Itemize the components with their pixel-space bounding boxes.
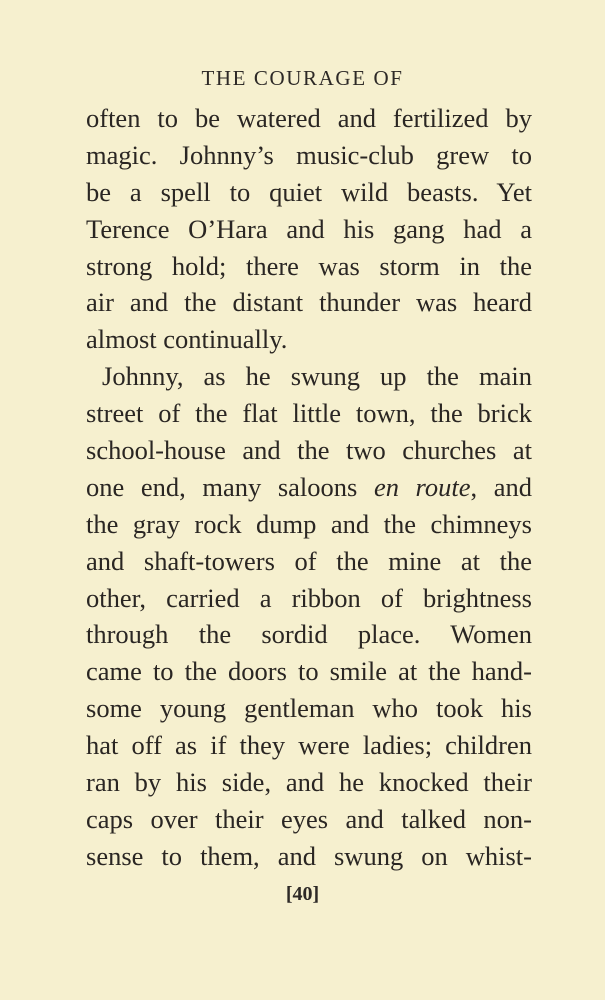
text-line: and shaft-towers of the mine at the [86,545,532,576]
paragraph-1 [86,100,532,358]
text-line: often to be watered and fertilized by [86,103,532,133]
text-line: Terence O’Hara and his gang had a [86,213,532,244]
text-line: the gray rock dump and the chimneys [86,508,532,539]
paragraph-2 [86,358,532,874]
text-line: hat off as if they were ladies; children [86,730,532,761]
text-line: almost continually. [86,324,288,355]
italic-phrase: en route [373,471,471,502]
text-line: other, carried a ribbon of brightness [86,582,532,613]
text-line: through the sordid place. Women [86,619,532,650]
running-head: THE COURAGE OF [201,66,404,90]
page-number: [40] [285,883,320,905]
text-line [86,469,532,506]
text-line: sense to them, and swung on whist- [86,840,532,871]
text-segment: , and [470,471,533,502]
text-line: be a spell to quiet wild beasts. Yet [86,176,532,207]
text-segment: one end, many saloons [86,471,374,502]
text-line: some young gentleman who took his [86,693,532,724]
text-line: strong hold; there was storm in the [86,250,532,281]
body-text [86,100,532,875]
text-line: came to the doors to smile at the hand- [86,656,532,687]
text-line: ran by his side, and he knocked their [86,767,532,798]
text-line: magic. Johnny’s music-club grew to [86,139,532,170]
text-line: air and the distant thunder was heard [86,287,532,318]
text-line: Johnny, as he swung up the main [102,361,532,392]
text-line: school-house and the two churches at [86,435,532,466]
text-line: street of the flat little town, the brick [86,398,532,429]
text-line: caps over their eyes and talked non- [86,803,532,834]
